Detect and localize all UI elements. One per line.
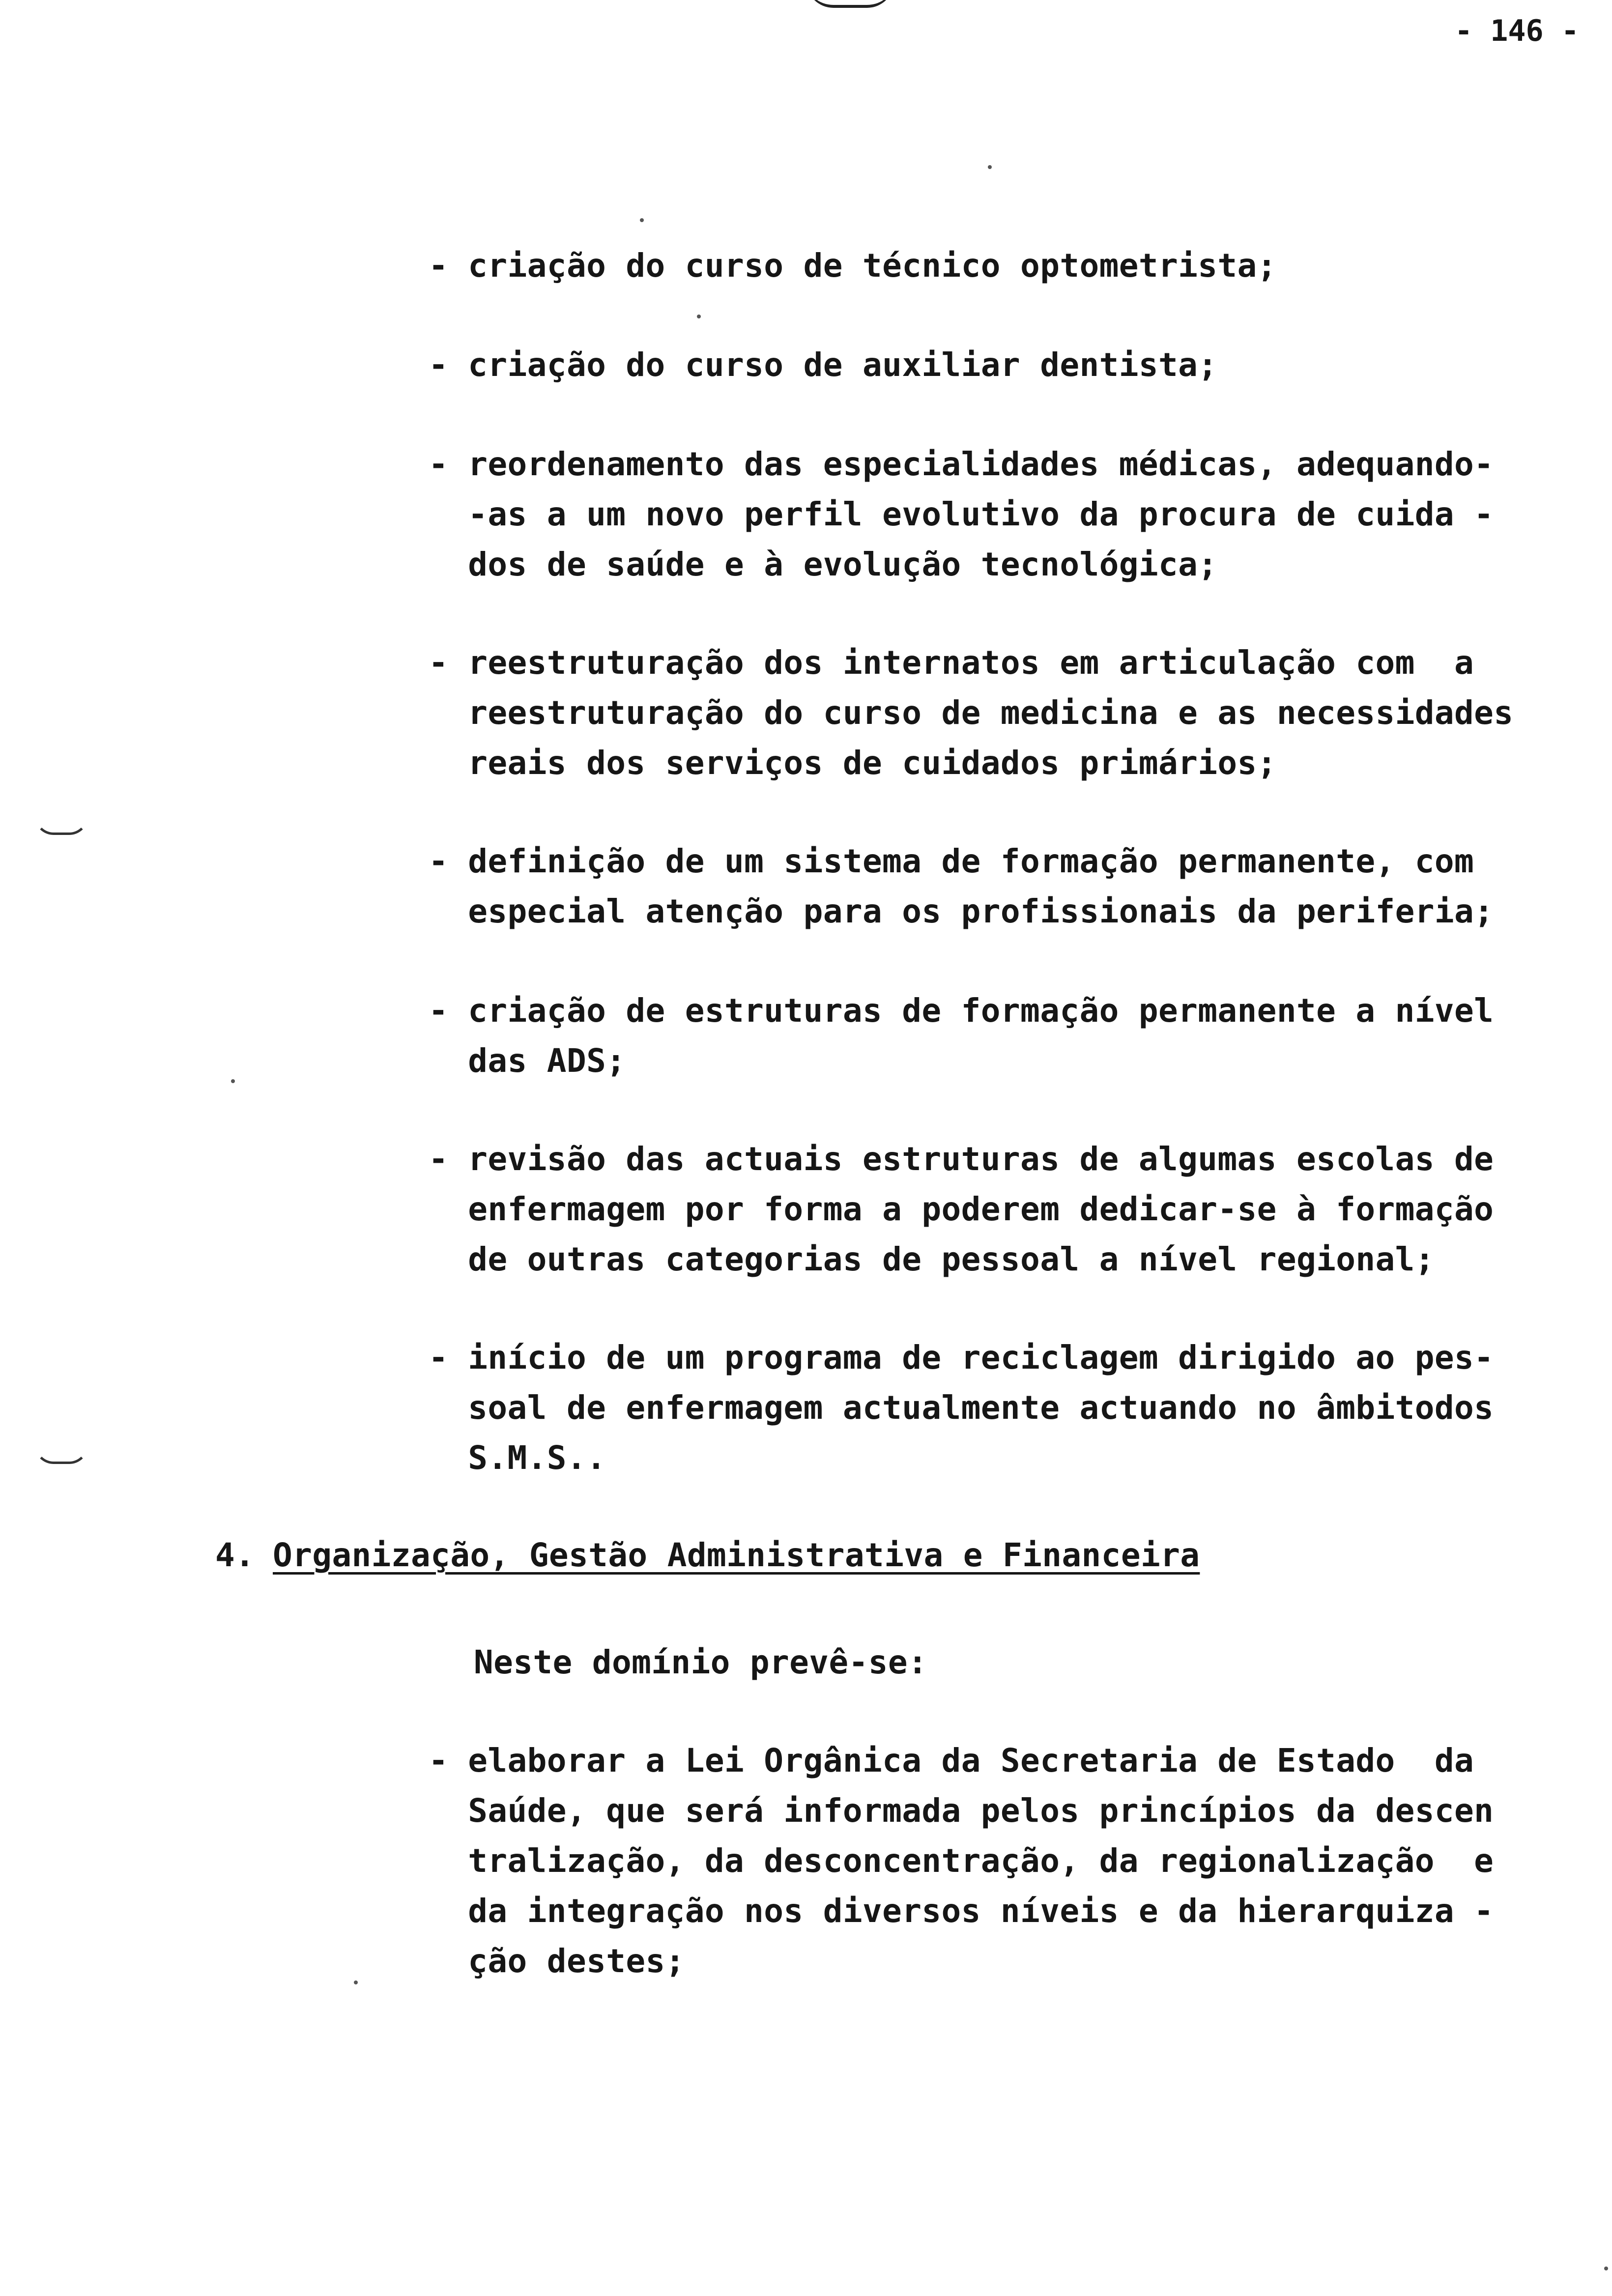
bullet-line: - revisão das actuais estruturas de algumas escolas de xyxy=(429,1140,1494,1178)
section-number: 4. xyxy=(215,1536,255,1574)
bullet-line: - criação de estruturas de formação permanente a nível xyxy=(429,992,1494,1030)
bullet-line: da integração nos diversos níveis e da hierarquiza - xyxy=(429,1892,1494,1930)
bullet-line: tralização, da desconcentração, da regionalização e xyxy=(429,1842,1494,1880)
bullet-line: reestruturação do curso de medicina e as necessidades xyxy=(429,694,1514,732)
bullet-line: reais dos serviços de cuidados primários; xyxy=(429,744,1277,782)
scan-speck xyxy=(1604,2267,1608,2270)
binding-mark xyxy=(806,0,894,8)
bullet-line: das ADS; xyxy=(429,1042,626,1080)
scan-speck xyxy=(231,1079,235,1083)
page-number: - 146 - xyxy=(1455,14,1579,48)
bullet-line: - reestruturação dos internatos em articulação com a xyxy=(429,644,1474,682)
bullet-line: - reordenamento das especialidades médicas, adequando- xyxy=(429,445,1494,483)
scan-speck xyxy=(640,218,644,222)
bullet-line: especial atenção para os profissionais da periferia; xyxy=(429,892,1494,930)
bullet-line: de outras categorias de pessoal a nível regional; xyxy=(429,1240,1435,1278)
scan-speck xyxy=(697,315,701,318)
bullet-line: - criação do curso de auxiliar dentista; xyxy=(429,346,1218,384)
bullet-line: - elaborar a Lei Orgânica da Secretaria de Estado da xyxy=(429,1742,1474,1779)
bullet-line: enfermagem por forma a poderem dedicar-se à formação xyxy=(429,1190,1494,1228)
bullet-line: S.M.S.. xyxy=(429,1439,606,1477)
bullet-line: - criação do curso de técnico optometrista; xyxy=(429,247,1277,285)
bullet-line: - início de um programa de reciclagem dirigido ao pes- xyxy=(429,1339,1494,1377)
bullet-line: - definição de um sistema de formação permanente, com xyxy=(429,842,1474,880)
scan-speck xyxy=(354,1980,358,1984)
bullet-line: dos de saúde e à evolução tecnológica; xyxy=(429,545,1218,583)
scan-speck xyxy=(988,165,992,169)
bullet-line: soal de enfermagem actualmente actuando no âmbitodos xyxy=(429,1389,1494,1427)
bullet-line: Saúde, que será informada pelos princípios da descen xyxy=(429,1792,1494,1830)
margin-mark xyxy=(34,1445,88,1464)
margin-mark xyxy=(34,816,88,835)
section-intro: Neste domínio prevê-se: xyxy=(474,1643,928,1681)
bullet-line: ção destes; xyxy=(429,1942,685,1980)
bullet-line: -as a um novo perfil evolutivo da procura de cuida - xyxy=(429,495,1494,533)
section-title: Organização, Gestão Administrativa e Financeira xyxy=(273,1536,1200,1574)
